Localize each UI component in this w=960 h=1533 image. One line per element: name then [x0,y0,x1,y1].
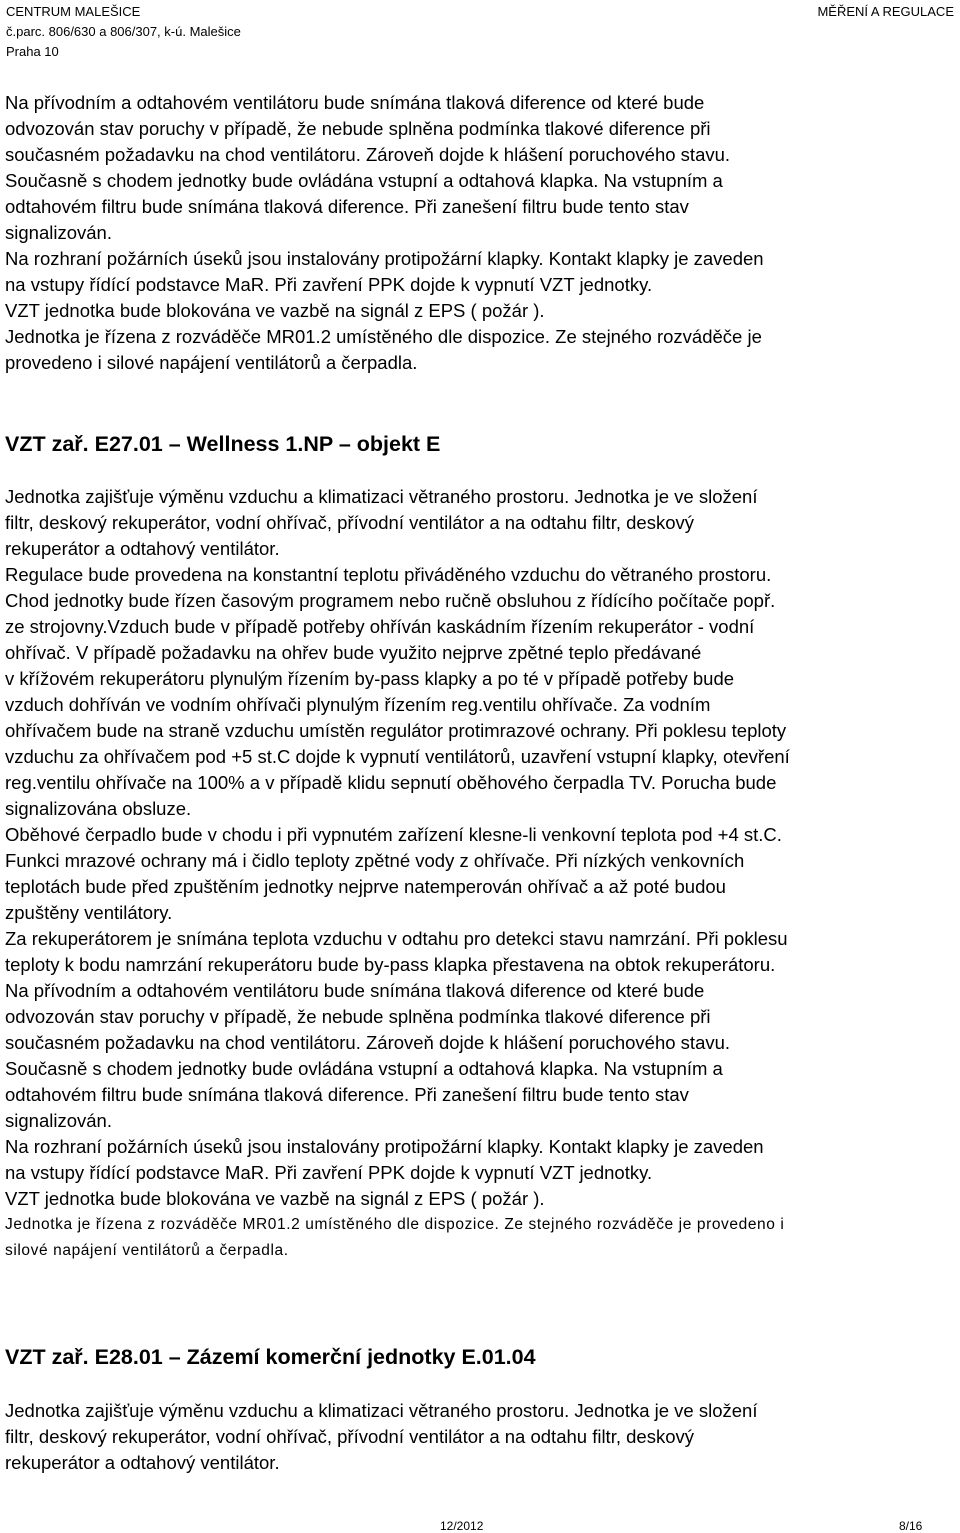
text-line: současném požadavku na chod ventilátoru. Zároveň dojde k hlášení poruchového stavu. [5,144,731,165]
text-line: reg.ventilu ohřívače na 100% a v případě klidu sepnutí oběhového čerpadla TV. Porucha bude [5,772,777,793]
text-line: Funkci mrazové ochrany má i čidlo teploty zpětné vody z ohřívače. Při nízkých venkovních [5,850,745,871]
text-line: Jednotka je řízena z rozváděče MR01.2 umístěného dle dispozice. Ze stejného rozváděče je [5,326,762,347]
text-line: silové napájení ventilátorů a čerpadla. [5,1242,289,1259]
text-line: VZT jednotka bude blokována ve vazbě na signál z EPS ( požár ). [5,300,545,321]
text-line: Chod jednotky bude řízen časovým programem nebo ručně obsluhou z řídícího počítače popř. [5,590,776,611]
section-heading: VZT zař. E27.01 – Wellness 1.NP – objekt E [5,432,441,456]
text-line: Jednotka zajišťuje výměnu vzduchu a klimatizaci větraného prostoru. Jednotka je ve složení [5,486,758,507]
text-line: odtahovém filtru bude snímána tlaková diference. Při zanešení filtru bude tento stav [5,196,689,217]
footer-page-number: 8/16 [899,1519,923,1533]
header-project-name: CENTRUM MALEŠICE [6,4,141,19]
text-line: odtahovém filtru bude snímána tlaková diference. Při zanešení filtru bude tento stav [5,1084,689,1105]
text-line: signalizován. [5,1110,112,1131]
text-line: Za rekuperátorem je snímána teplota vzduchu v odtahu pro detekci stavu namrzání. Při poklesu [5,928,788,949]
text-line: ohřívačem bude na straně vzduchu umístěn regulátor protimrazové ochrany. Při poklesu teploty [5,720,787,741]
text-line: signalizován. [5,222,112,243]
text-line: filtr, deskový rekuperátor, vodní ohřívač, přívodní ventilátor a na odtahu filtr, deskový [5,1426,694,1447]
header-parcel: č.parc. 806/630 a 806/307, k-ú. Malešice [6,24,241,39]
text-line: teploty k bodu namrzání rekuperátoru bude by-pass klapka přestavena na obtok rekuperátoru. [5,954,776,975]
text-line: současném požadavku na chod ventilátoru. Zároveň dojde k hlášení poruchového stavu. [5,1032,731,1053]
text-line: ze strojovny.Vzduch bude v případě potřeby ohříván kaskádním řízením rekuperátor - vodní [5,616,755,637]
text-line: Současně s chodem jednotky bude ovládána vstupní a odtahová klapka. Na vstupním a [5,170,723,191]
text-line: zpuštěny ventilátory. [5,902,173,923]
text-line: VZT jednotka bude blokována ve vazbě na signál z EPS ( požár ). [5,1188,545,1209]
header-project [6,2,241,62]
text-line: Na rozhraní požárních úseků jsou instalovány protipožární klapky. Kontakt klapky je zaveden [5,248,764,269]
text-line: signalizována obsluze. [5,798,192,819]
footer-date: 12/2012 [440,1519,484,1533]
section-heading: VZT zař. E28.01 – Zázemí komerční jednotky E.01.04 [5,1345,536,1369]
text-line: v křížovém rekuperátoru plynulým řízením by-pass klapky a po té v případě potřeby bude [5,668,735,689]
text-line: Jednotka zajišťuje výměnu vzduchu a klimatizaci větraného prostoru. Jednotka je ve složení [5,1400,758,1421]
text-line: rekuperátor a odtahový ventilátor. [5,538,280,559]
text-line: odvozován stav poruchy v případě, že nebude splněna podmínka tlakové diference při [5,1006,711,1027]
text-line: na vstupy řídící podstavce MaR. Při zavření PPK dojde k vypnutí VZT jednotky. [5,274,653,295]
text-line: odvozován stav poruchy v případě, že nebude splněna podmínka tlakové diference při [5,118,711,139]
text-line: provedeno i silové napájení ventilátorů a čerpadla. [5,352,418,373]
text-line: Současně s chodem jednotky bude ovládána vstupní a odtahová klapka. Na vstupním a [5,1058,723,1079]
text-line: Na přívodním a odtahovém ventilátoru bude snímána tlaková diference od které bude [5,980,705,1001]
text-line: vzduchu za ohřívačem pod +5 st.C dojde k vypnutí ventilátorů, uzavření vstupní klapky, otevření [5,746,790,767]
text-line: Jednotka je řízena z rozváděče MR01.2 umístěného dle dispozice. Ze stejného rozváděče je provedeno i [5,1216,785,1233]
text-line: Regulace bude provedena na konstantní teplotu přiváděného vzduchu do větraného prostoru. [5,564,772,585]
text-line: Na rozhraní požárních úseků jsou instalovány protipožární klapky. Kontakt klapky je zaveden [5,1136,764,1157]
text-line: vzduch dohříván ve vodním ohřívači plynulým řízením reg.ventilu ohřívače. Za vodním [5,694,711,715]
header-section: MĚŘENÍ A REGULACE [817,4,954,19]
text-line: na vstupy řídící podstavce MaR. Při zavření PPK dojde k vypnutí VZT jednotky. [5,1162,653,1183]
text-line: filtr, deskový rekuperátor, vodní ohřívač, přívodní ventilátor a na odtahu filtr, deskový [5,512,694,533]
text-line: Na přívodním a odtahovém ventilátoru bude snímána tlaková diference od které bude [5,92,705,113]
text-line: ohřívač. V případě požadavku na ohřev bude využito nejprve zpětné teplo předávané [5,642,702,663]
header-city: Praha 10 [6,44,59,59]
text-line: rekuperátor a odtahový ventilátor. [5,1452,280,1473]
text-line: Oběhové čerpadlo bude v chodu i při vypnutém zařízení klesne-li venkovní teplota pod +4 st.C. [5,824,782,845]
text-line: teplotách bude před zpuštěním jednotky nejprve natemperován ohřívač a až poté budou [5,876,726,897]
